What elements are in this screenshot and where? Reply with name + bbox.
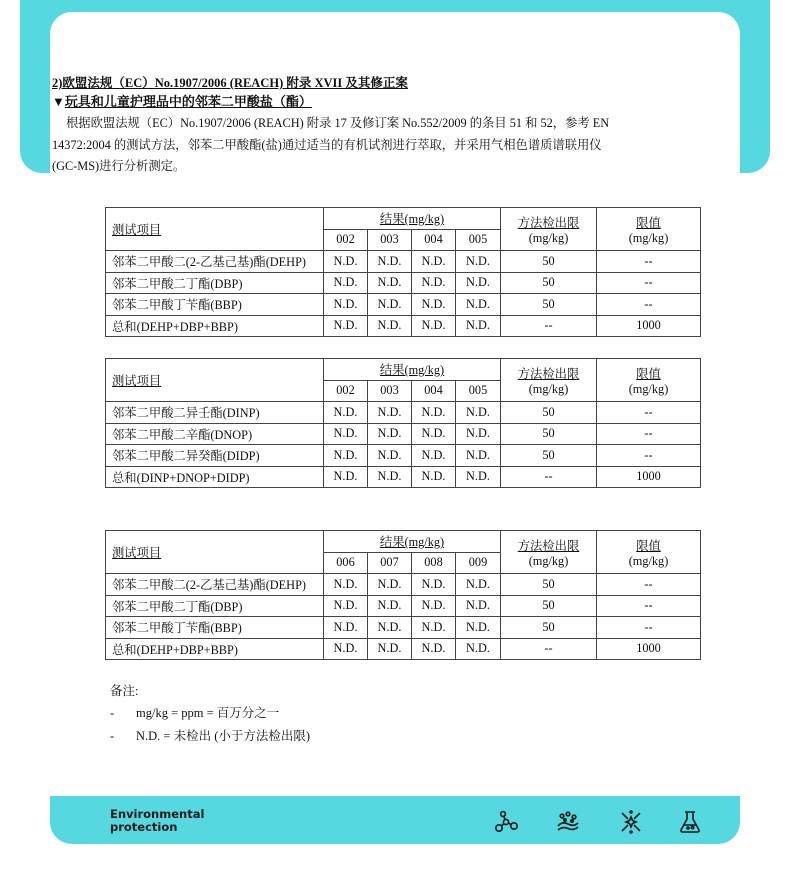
mdl-value-cell: -- — [501, 315, 597, 337]
result-value-cell: N.D. — [324, 445, 368, 467]
table-row — [106, 402, 701, 424]
result-value-cell: N.D. — [368, 402, 412, 424]
limit-value-cell: -- — [597, 574, 701, 596]
header-item-cell — [106, 531, 324, 574]
test-item-cell: 邻苯二甲酸二丁酯(DBP) — [106, 595, 324, 617]
test-item-cell: 邻苯二甲酸二异壬酯(DINP) — [106, 402, 324, 424]
result-value-cell: N.D. — [368, 445, 412, 467]
limit-value-cell: -- — [597, 595, 701, 617]
molecule-icon — [493, 809, 519, 835]
sample-id-cell: 005 — [456, 229, 501, 251]
limit-value-cell: -- — [597, 402, 701, 424]
result-value-cell: N.D. — [412, 466, 456, 488]
note-item — [110, 725, 311, 748]
test-item-cell: 邻苯二甲酸二辛酯(DNOP) — [106, 423, 324, 445]
result-value-cell: N.D. — [456, 638, 501, 660]
result-value-cell: N.D. — [412, 595, 456, 617]
header-mdl-unit: (mg/kg) — [528, 381, 569, 396]
note-text: N.D. = 未检出 (小于方法检出限) — [136, 729, 311, 743]
note-dash: - — [110, 706, 115, 720]
result-value-cell: N.D. — [456, 402, 501, 424]
header-item-label: 测试项目 — [112, 374, 162, 388]
result-value-cell: N.D. — [412, 638, 456, 660]
result-value-cell: N.D. — [324, 638, 368, 660]
triangle-marker-icon: ▼ — [52, 94, 65, 109]
result-value-cell: N.D. — [412, 251, 456, 273]
header-limit-unit: (mg/kg) — [628, 230, 669, 245]
result-value-cell: N.D. — [368, 574, 412, 596]
result-value-cell: N.D. — [456, 294, 501, 316]
result-value-cell: N.D. — [412, 617, 456, 639]
header-mdl-unit: (mg/kg) — [528, 553, 569, 568]
table-row — [106, 251, 701, 273]
mdl-value-cell: 50 — [501, 272, 597, 294]
brand-line-2: protection — [110, 820, 178, 834]
limit-value-cell: -- — [597, 294, 701, 316]
header-mdl-cell — [501, 531, 597, 574]
header-mdl-cell — [501, 359, 597, 402]
sample-id-cell: 004 — [412, 380, 456, 402]
result-value-cell: N.D. — [368, 251, 412, 273]
test-item-cell: 邻苯二甲酸丁苄酯(BBP) — [106, 617, 324, 639]
result-value-cell: N.D. — [324, 251, 368, 273]
limit-value-cell: -- — [597, 251, 701, 273]
result-value-cell: N.D. — [324, 402, 368, 424]
header-mdl-label: 方法检出限 — [517, 538, 580, 553]
sample-id-cell: 003 — [368, 380, 412, 402]
result-value-cell: N.D. — [456, 272, 501, 294]
result-value-cell: N.D. — [456, 251, 501, 273]
sample-id-cell: 007 — [368, 552, 412, 574]
result-value-cell: N.D. — [456, 315, 501, 337]
header-limit-cell — [597, 208, 701, 251]
mdl-value-cell: 50 — [501, 617, 597, 639]
result-value-cell: N.D. — [456, 445, 501, 467]
section-title: 2)欧盟法规（EC）No.1907/2006 (REACH) 附录 XVII 及其修正案 — [52, 76, 408, 90]
test-item-cell: 邻苯二甲酸二(2-乙基己基)酯(DEHP) — [106, 251, 324, 273]
header-result-label: 结果(mg/kg) — [379, 212, 445, 227]
limit-value-cell: -- — [597, 445, 701, 467]
table-row — [106, 574, 701, 596]
notes-title: 备注: — [110, 684, 139, 698]
result-value-cell: N.D. — [324, 315, 368, 337]
header-limit-label: 限值 — [636, 538, 661, 553]
result-value-cell: N.D. — [368, 466, 412, 488]
limit-value-cell: -- — [597, 617, 701, 639]
test-item-cell: 总和(DINP+DNOP+DIDP) — [106, 466, 324, 488]
result-value-cell: N.D. — [412, 272, 456, 294]
table-row — [106, 294, 701, 316]
results-table-3 — [105, 530, 701, 660]
header-mdl-label: 方法检出限 — [517, 366, 580, 381]
note-dash: - — [110, 729, 115, 743]
result-value-cell: N.D. — [368, 315, 412, 337]
table-row — [106, 423, 701, 445]
header-mdl-label: 方法检出限 — [517, 215, 580, 230]
header-row — [106, 359, 701, 381]
limit-value-cell: -- — [597, 272, 701, 294]
limit-value-cell: 1000 — [597, 638, 701, 660]
header-mdl-cell — [501, 208, 597, 251]
header-mdl-unit: (mg/kg) — [528, 230, 569, 245]
sample-id-cell: 006 — [324, 552, 368, 574]
sample-id-cell: 008 — [412, 552, 456, 574]
result-value-cell: N.D. — [368, 617, 412, 639]
test-item-cell: 总和(DEHP+DBP+BBP) — [106, 315, 324, 337]
header-item-cell — [106, 359, 324, 402]
header-limit-label: 限值 — [636, 215, 661, 230]
section-content — [52, 74, 652, 178]
mdl-value-cell: -- — [501, 638, 597, 660]
paragraph-line-3: (GC-MS)进行分析测定。 — [52, 159, 186, 173]
header-result-cell — [324, 359, 501, 381]
method-paragraph — [52, 113, 652, 178]
sample-id-cell: 004 — [412, 229, 456, 251]
table-row — [106, 617, 701, 639]
notes-section — [110, 680, 311, 748]
paragraph-line-1: 根据欧盟法规（EC）No.1907/2006 (REACH) 附录 17 及修订案 No.552/2009 的条目 51 和 52，参考 EN — [66, 116, 610, 130]
result-value-cell: N.D. — [412, 445, 456, 467]
brand-line-1: Environmental — [110, 807, 205, 821]
header-result-cell — [324, 208, 501, 230]
result-value-cell: N.D. — [412, 574, 456, 596]
footer-brand — [110, 808, 204, 834]
header-limit-label: 限值 — [636, 366, 661, 381]
mdl-value-cell: -- — [501, 466, 597, 488]
limit-value-cell: -- — [597, 423, 701, 445]
table-row — [106, 595, 701, 617]
result-value-cell: N.D. — [324, 617, 368, 639]
table-row — [106, 638, 701, 660]
note-item — [110, 702, 280, 725]
subtitle-label: 玩具和儿童护理品中的邻苯二甲酸盐（酯） — [64, 94, 312, 109]
mdl-value-cell: 50 — [501, 402, 597, 424]
test-item-cell: 总和(DEHP+DBP+BBP) — [106, 638, 324, 660]
header-limit-cell — [597, 531, 701, 574]
result-value-cell: N.D. — [324, 272, 368, 294]
limit-value-cell: 1000 — [597, 466, 701, 488]
result-value-cell: N.D. — [412, 315, 456, 337]
result-value-cell: N.D. — [368, 595, 412, 617]
header-limit-unit: (mg/kg) — [628, 381, 669, 396]
particles-icon — [618, 809, 644, 835]
mdl-value-cell: 50 — [501, 294, 597, 316]
test-item-cell: 邻苯二甲酸丁苄酯(BBP) — [106, 294, 324, 316]
test-item-cell: 邻苯二甲酸二异癸酯(DIDP) — [106, 445, 324, 467]
bacteria-icon — [555, 809, 581, 835]
header-result-label: 结果(mg/kg) — [379, 363, 445, 378]
sample-id-cell: 002 — [324, 229, 368, 251]
header-result-cell — [324, 531, 501, 553]
test-item-cell: 邻苯二甲酸二(2-乙基己基)酯(DEHP) — [106, 574, 324, 596]
mdl-value-cell: 50 — [501, 251, 597, 273]
header-limit-unit: (mg/kg) — [628, 553, 669, 568]
result-value-cell: N.D. — [412, 294, 456, 316]
header-item-cell — [106, 208, 324, 251]
mdl-value-cell: 50 — [501, 445, 597, 467]
sample-id-cell: 005 — [456, 380, 501, 402]
result-value-cell: N.D. — [368, 638, 412, 660]
table-row — [106, 315, 701, 337]
results-table-2 — [105, 358, 701, 488]
results-table-1 — [105, 207, 701, 337]
sample-id-cell: 002 — [324, 380, 368, 402]
result-value-cell: N.D. — [324, 595, 368, 617]
mdl-value-cell: 50 — [501, 423, 597, 445]
result-value-cell: N.D. — [412, 402, 456, 424]
paragraph-line-2: 14372:2004 的测试方法，邻苯二甲酸酯(盐)通过适当的有机试剂进行萃取，并采用气相色谱质谱联用仪 — [52, 137, 602, 152]
sample-id-cell: 009 — [456, 552, 501, 574]
result-value-cell: N.D. — [368, 423, 412, 445]
header-row — [106, 531, 701, 553]
test-item-cell: 邻苯二甲酸二丁酯(DBP) — [106, 272, 324, 294]
result-value-cell: N.D. — [456, 423, 501, 445]
mdl-value-cell: 50 — [501, 595, 597, 617]
table-row — [106, 466, 701, 488]
footer-bar — [50, 796, 740, 844]
result-value-cell: N.D. — [324, 466, 368, 488]
limit-value-cell: 1000 — [597, 315, 701, 337]
result-value-cell: N.D. — [368, 294, 412, 316]
note-text: mg/kg = ppm = 百万分之一 — [136, 706, 280, 720]
result-value-cell: N.D. — [412, 423, 456, 445]
header-item-label: 测试项目 — [112, 546, 162, 560]
result-value-cell: N.D. — [324, 423, 368, 445]
table-row — [106, 445, 701, 467]
section-subtitle — [52, 93, 652, 111]
result-value-cell: N.D. — [324, 574, 368, 596]
result-value-cell: N.D. — [456, 595, 501, 617]
header-item-label: 测试项目 — [112, 223, 162, 237]
flask-icon — [677, 809, 703, 835]
result-value-cell: N.D. — [456, 574, 501, 596]
table-row — [106, 272, 701, 294]
mdl-value-cell: 50 — [501, 574, 597, 596]
header-limit-cell — [597, 359, 701, 402]
header-row — [106, 208, 701, 230]
header-result-label: 结果(mg/kg) — [379, 535, 445, 550]
result-value-cell: N.D. — [368, 272, 412, 294]
result-value-cell: N.D. — [456, 617, 501, 639]
sample-id-cell: 003 — [368, 229, 412, 251]
result-value-cell: N.D. — [456, 466, 501, 488]
result-value-cell: N.D. — [324, 294, 368, 316]
